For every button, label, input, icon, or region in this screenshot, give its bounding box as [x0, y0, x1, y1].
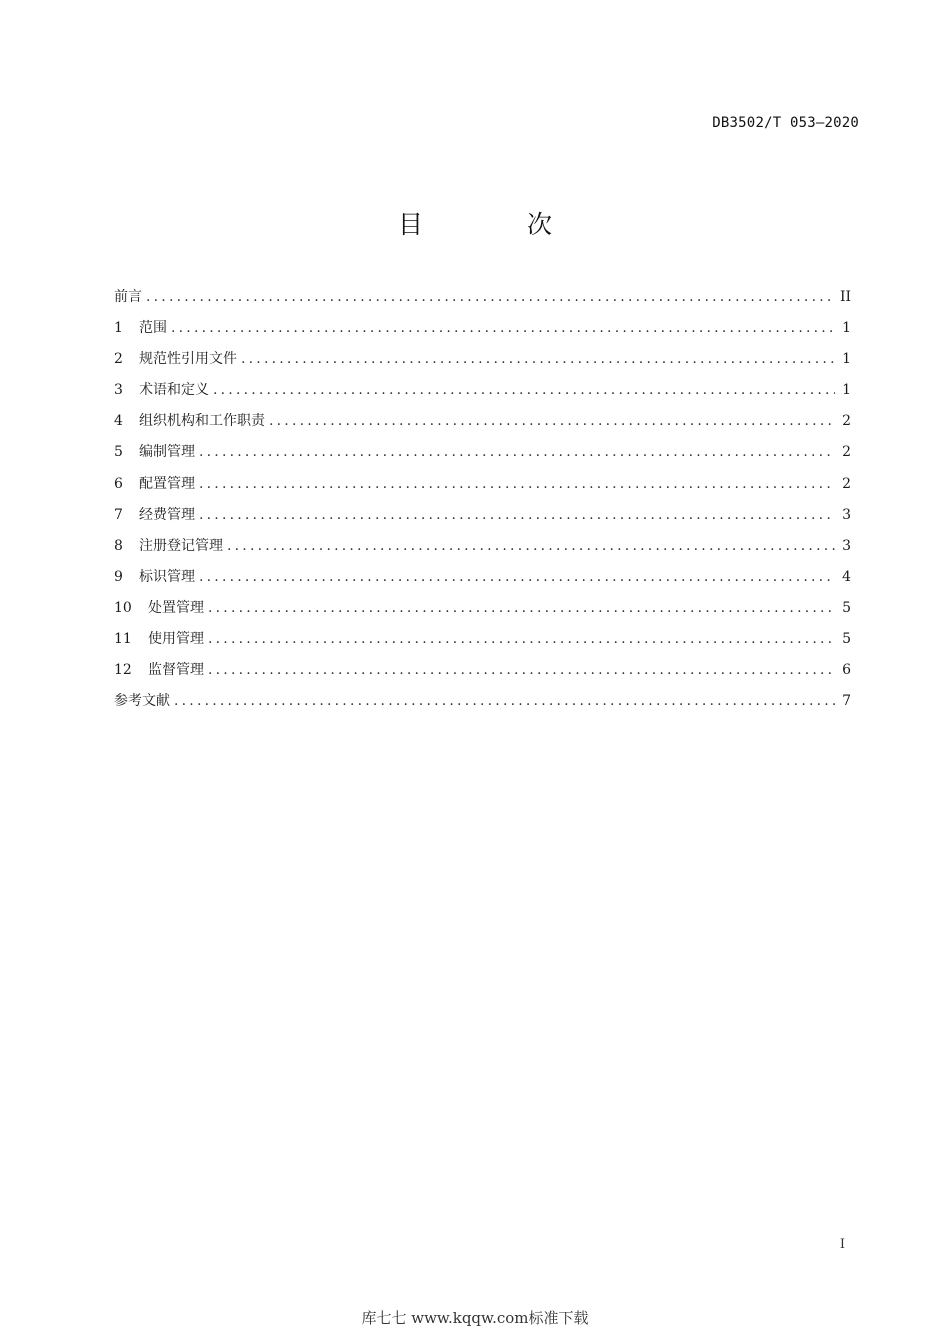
page-title: 目 次	[398, 210, 600, 239]
toc-section-number: 12	[114, 662, 132, 679]
toc-leader-dots	[199, 474, 835, 494]
toc-page-number: 1	[842, 382, 851, 399]
toc-leader-dots	[241, 349, 835, 369]
toc-page-number: II	[839, 289, 851, 305]
toc-entry-configuration[interactable]	[114, 474, 851, 505]
toc-entry-title: 术语和定义	[139, 382, 209, 399]
toc-section-number: 5	[114, 444, 123, 461]
toc-page-number: 6	[842, 662, 851, 679]
toc-page-number: 1	[842, 320, 851, 337]
toc-page-number: 2	[842, 444, 851, 461]
toc-entry-title: 使用管理	[148, 631, 204, 648]
toc-page-number: 4	[842, 568, 851, 585]
toc-entry-title: 配置管理	[139, 475, 195, 492]
toc-page-number: 1	[842, 351, 851, 368]
toc-page-number: 2	[842, 475, 851, 492]
toc-section-number: 9	[114, 568, 123, 585]
toc-section-number: 1	[114, 320, 123, 337]
toc-section-number: 2	[114, 351, 123, 368]
toc-page-number: 3	[842, 506, 851, 523]
toc-leader-dots	[171, 318, 835, 338]
footer-watermark: 库七七 www.kqqw.com标准下载	[361, 1309, 589, 1327]
toc-entry-supervision[interactable]	[114, 660, 851, 691]
toc-entry-marking[interactable]	[114, 567, 851, 598]
toc-entry-terms-definitions[interactable]	[114, 380, 851, 411]
toc-entry-scope[interactable]	[114, 318, 851, 349]
toc-entry-title: 处置管理	[148, 599, 204, 616]
toc-leader-dots	[208, 629, 835, 649]
toc-section-number: 4	[114, 413, 123, 430]
toc-leader-dots	[146, 287, 834, 307]
toc-entry-registration[interactable]	[114, 536, 851, 567]
toc-entry-staffing[interactable]	[114, 442, 851, 473]
toc-section-number: 10	[114, 599, 132, 616]
toc-page-number: 7	[842, 693, 851, 710]
toc-entry-organization[interactable]	[114, 411, 851, 442]
toc-entry-title: 标识管理	[139, 568, 195, 585]
toc-leader-dots	[269, 411, 835, 431]
toc-section-number: 7	[114, 506, 123, 523]
toc-page-number: 2	[842, 413, 851, 430]
page-number: I	[839, 1237, 845, 1252]
toc-leader-dots	[199, 505, 835, 525]
toc-entry-title: 参考文献	[114, 693, 170, 710]
toc-entry-funding[interactable]	[114, 505, 851, 536]
document-number: DB3502/T 053—2020	[712, 115, 859, 131]
toc-section-number: 8	[114, 537, 123, 554]
toc-leader-dots	[213, 380, 835, 400]
toc-entry-title: 范围	[139, 320, 167, 337]
toc-page-number: 5	[842, 599, 851, 616]
toc-section-number: 3	[114, 382, 123, 399]
toc-entry-title: 编制管理	[139, 444, 195, 461]
toc-entry-title: 注册登记管理	[139, 537, 223, 554]
toc-entry-foreword[interactable]	[114, 287, 851, 318]
toc-entry-title: 前言	[114, 289, 142, 305]
toc-leader-dots	[199, 567, 835, 587]
toc-leader-dots	[208, 660, 835, 680]
toc-entry-disposal[interactable]	[114, 598, 851, 629]
toc-section-number: 11	[114, 631, 132, 648]
toc-entry-bibliography[interactable]	[114, 691, 851, 722]
toc-leader-dots	[208, 598, 835, 618]
toc-leader-dots	[199, 442, 835, 462]
toc-page-number: 3	[842, 537, 851, 554]
toc-page-number: 5	[842, 631, 851, 648]
toc-entry-title: 监督管理	[148, 662, 204, 679]
toc-entry-normative-references[interactable]	[114, 349, 851, 380]
table-of-contents	[114, 287, 851, 722]
toc-section-number: 6	[114, 475, 123, 492]
toc-entry-title: 规范性引用文件	[139, 351, 237, 368]
toc-entry-title: 组织机构和工作职责	[139, 413, 265, 430]
toc-leader-dots	[174, 691, 835, 711]
toc-entry-usage[interactable]	[114, 629, 851, 660]
toc-entry-title: 经费管理	[139, 506, 195, 523]
toc-leader-dots	[227, 536, 835, 556]
